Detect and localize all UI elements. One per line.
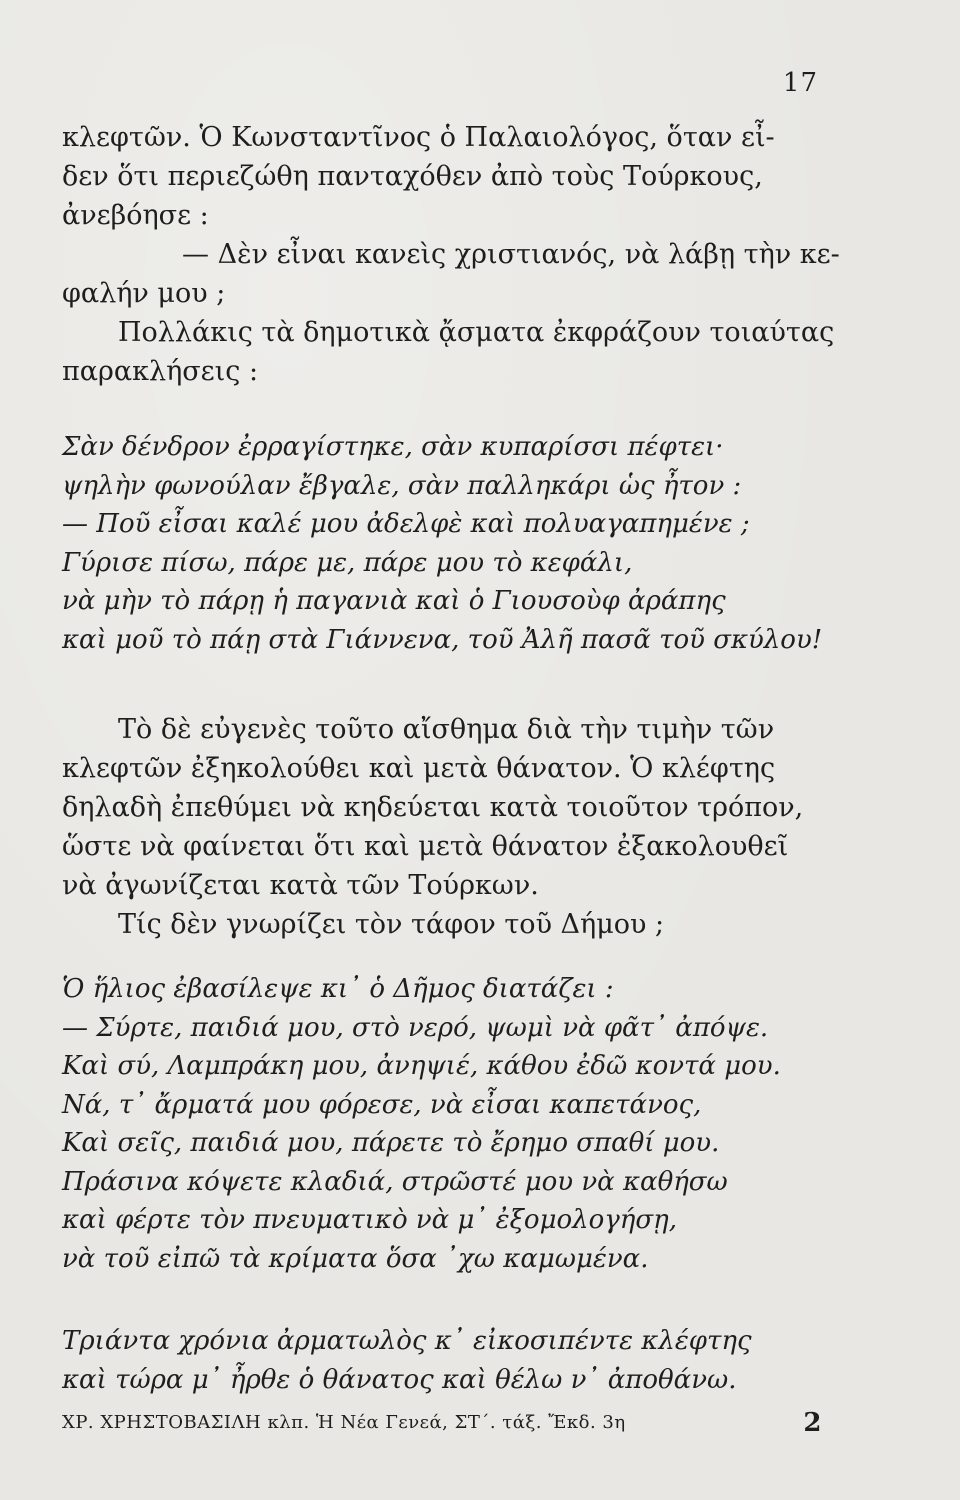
text-line: κλεφτῶν. Ὁ Κωνσταντῖνος ὁ Παλαιολόγος, ὅταν εἶ- <box>62 122 775 153</box>
verse-line: ψηλὴν φωνούλαν ἔβγαλε, σὰν παλληκάρι ὡς ἦτον : <box>62 470 742 501</box>
text-line: νὰ ἀγωνίζεται κατὰ τῶν Τούρκων. <box>62 870 539 901</box>
paragraph-block-1 <box>62 118 840 391</box>
verse-line: νὰ μὴν τὸ πάρῃ ἡ παγανιὰ καὶ ὁ Γιουσοὺφ ἀράπης <box>62 586 726 616</box>
verse-line: Ὁ ἥλιος ἐβασίλεψε κι᾿ ὁ Δῆμος διατάζει : <box>62 974 614 1004</box>
verse-line: Καὶ σύ, Λαμπράκη μου, ἀνηψιέ, κάθου ἐδῶ κοντά μου. <box>62 1051 781 1081</box>
verse-line: Σὰν δένδρον ἐρραγίστηκε, σὰν κυπαρίσσι πέφτει· <box>62 432 724 462</box>
text-line: κλεφτῶν ἐξηκολούθει καὶ μετὰ θάνατον. Ὁ κλέφτης <box>62 753 776 784</box>
page-footer <box>62 1408 822 1438</box>
text-line: Τὸ δὲ εὐγενὲς τοῦτο αἴσθημα διὰ τὴν τιμὴν τῶν <box>118 714 775 745</box>
verse-line: καὶ μοῦ τὸ πάῃ στὰ Γιάννενα, τοῦ Ἀλῆ πασᾶ τοῦ σκύλου! <box>62 624 823 655</box>
text-line: δηλαδὴ ἐπεθύμει νὰ κηδεύεται κατὰ τοιοῦτον τρόπον, <box>62 792 804 823</box>
verse-block-2 <box>62 970 842 1278</box>
footer-citation: ΧΡ. ΧΡΗΣΤΟΒΑΣΙΛΗ κλπ. Ἡ Νέα Γενεά, ΣΤ΄. τάξ. Ἔκδ. 3η <box>62 1412 626 1433</box>
text-line: Πολλάκις τὰ δημοτικὰ ᾄσματα ἐκφράζουν τοιαύτας <box>118 317 835 348</box>
verse-line: Γύρισε πίσω, πάρε με, πάρε μου τὸ κεφάλι, <box>62 547 633 578</box>
text-line: — Δὲν εἶναι κανεὶς χριστιανός, νὰ λάβῃ τὴν κε- <box>182 239 840 270</box>
paragraph-block-2 <box>62 710 822 944</box>
text-line: φαλήν μου ; <box>62 278 226 309</box>
text-line: ἀνεβόησε : <box>62 200 209 231</box>
verse-line: — Ποῦ εἶσαι καλέ μου ἀδελφὲ καὶ πολυαγαπημένε ; <box>62 509 750 539</box>
verse-line: Νά, τ᾿ ἄρματά μου φόρεσε, νὰ εἶσαι καπετάνος, <box>62 1089 702 1120</box>
signature-mark: 2 <box>803 1408 822 1438</box>
verse-line: Καὶ σεῖς, παιδιά μου, πάρετε τὸ ἔρημο σπαθί μου. <box>62 1128 720 1158</box>
verse-line: νὰ τοῦ εἰπῶ τὰ κρίματα ὅσα ᾿χω καμωμένα. <box>62 1243 649 1274</box>
verse-line: Πράσινα κόψετε κλαδιά, στρῶστέ μου νὰ καθήσω <box>62 1166 728 1197</box>
verse-line: καὶ φέρτε τὸν πνευματικὸ νὰ μ᾿ ἐξομολογήσῃ, <box>62 1205 677 1235</box>
text-line: παρακλήσεις : <box>62 356 259 387</box>
text-line: δεν ὅτι περιεζώθη πανταχόθεν ἀπὸ τοὺς Τούρκους, <box>62 161 763 192</box>
verse-block-3 <box>62 1322 842 1399</box>
text-line: ὥστε νὰ φαίνεται ὅτι καὶ μετὰ θάνατον ἐξακολουθεῖ <box>62 831 789 862</box>
text-line: Τίς δὲν γνωρίζει τὸν τάφον τοῦ Δήμου ; <box>118 909 665 940</box>
verse-line: Τριάντα χρόνια ἀρματωλὸς κ᾿ εἰκοσιπέντε κλέφτης <box>62 1326 752 1356</box>
verse-line: — Σύρτε, παιδιά μου, στὸ νερό, ψωμὶ νὰ φᾶτ᾿ ἀπόψε. <box>62 1012 769 1043</box>
verse-line: καὶ τώρα μ᾿ ἦρθε ὁ θάνατος καὶ θέλω ν᾿ ἀποθάνω. <box>62 1364 737 1395</box>
verse-block-1 <box>62 428 842 659</box>
page-number: 17 <box>782 68 818 98</box>
